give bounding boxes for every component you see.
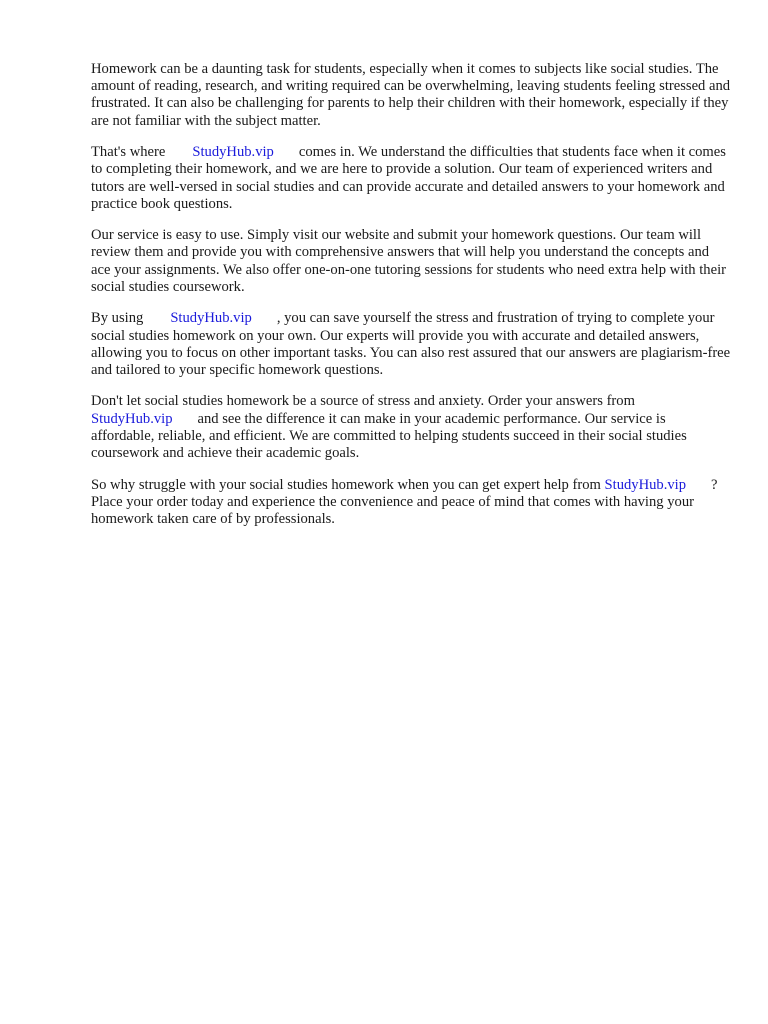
paragraph-by-using — [91, 310, 731, 379]
paragraph-text-before-link: Don't let social studies homework be a source of stress and anxiety. Order your answers from — [91, 393, 635, 410]
studyhub-link[interactable]: StudyHub.vip — [192, 144, 274, 161]
paragraph-thats-where — [91, 144, 731, 213]
studyhub-link[interactable]: StudyHub.vip — [91, 410, 173, 427]
paragraph-dont-let — [91, 393, 731, 462]
paragraph-intro-text: Homework can be a daunting task for students, especially when it comes to subjects like social studies. The amount of reading, research, and writing required can be overwhelming, leaving students feeling stressed and frustrated. It can also be challenging for parents to help their children with their homework, especially if they are not familiar with the subject matter. — [91, 61, 731, 129]
paragraph-service-text: Our service is easy to use. Simply visit our website and submit your homework questions. Our team will review them and provide you with comprehensive answers that will help you understand the concepts and ace your assignments. We also offer one-on-one tutoring sessions for students who need extra help with their social studies coursework. — [91, 227, 726, 295]
document-body — [91, 61, 731, 542]
paragraph-text-after-link: , you can save yourself the stress and frustration of trying to complete your social studies homework on your own. Our experts will provide you with accurate and detailed answers, allowing you to focus on other important tasks. You can also rest assured that our answers are plagiarism-free and tailored to your specific homework questions. — [91, 310, 731, 378]
paragraph-service — [91, 227, 731, 296]
paragraph-text-before-link: By using — [91, 310, 144, 327]
paragraph-text-before-link: So why struggle with your social studies homework when you can get expert help from — [91, 476, 601, 493]
studyhub-link[interactable]: StudyHub.vip — [604, 476, 687, 493]
paragraph-text-before-link: That's where — [91, 144, 166, 161]
paragraph-text-after-link: ? Place your order today and experience the convenience and peace of mind that comes with having your homework taken care of by professionals. — [91, 476, 718, 527]
paragraph-intro — [91, 61, 731, 130]
paragraph-so-why — [91, 477, 731, 529]
studyhub-link[interactable]: StudyHub.vip — [170, 310, 252, 327]
paragraph-text-after-link: and see the difference it can make in your academic performance. Our service is affordable, reliable, and efficient. We are committed to helping students succeed in their social studies coursework and achieve their academic goals. — [91, 410, 687, 462]
paragraph-text-after-link: comes in. We understand the difficulties that students face when it comes to completing their homework, and we are here to provide a solution. Our team of experienced writers and tutors are well-versed in social studies and can provide accurate and detailed answers to your homework and practice book questions. — [91, 144, 726, 212]
